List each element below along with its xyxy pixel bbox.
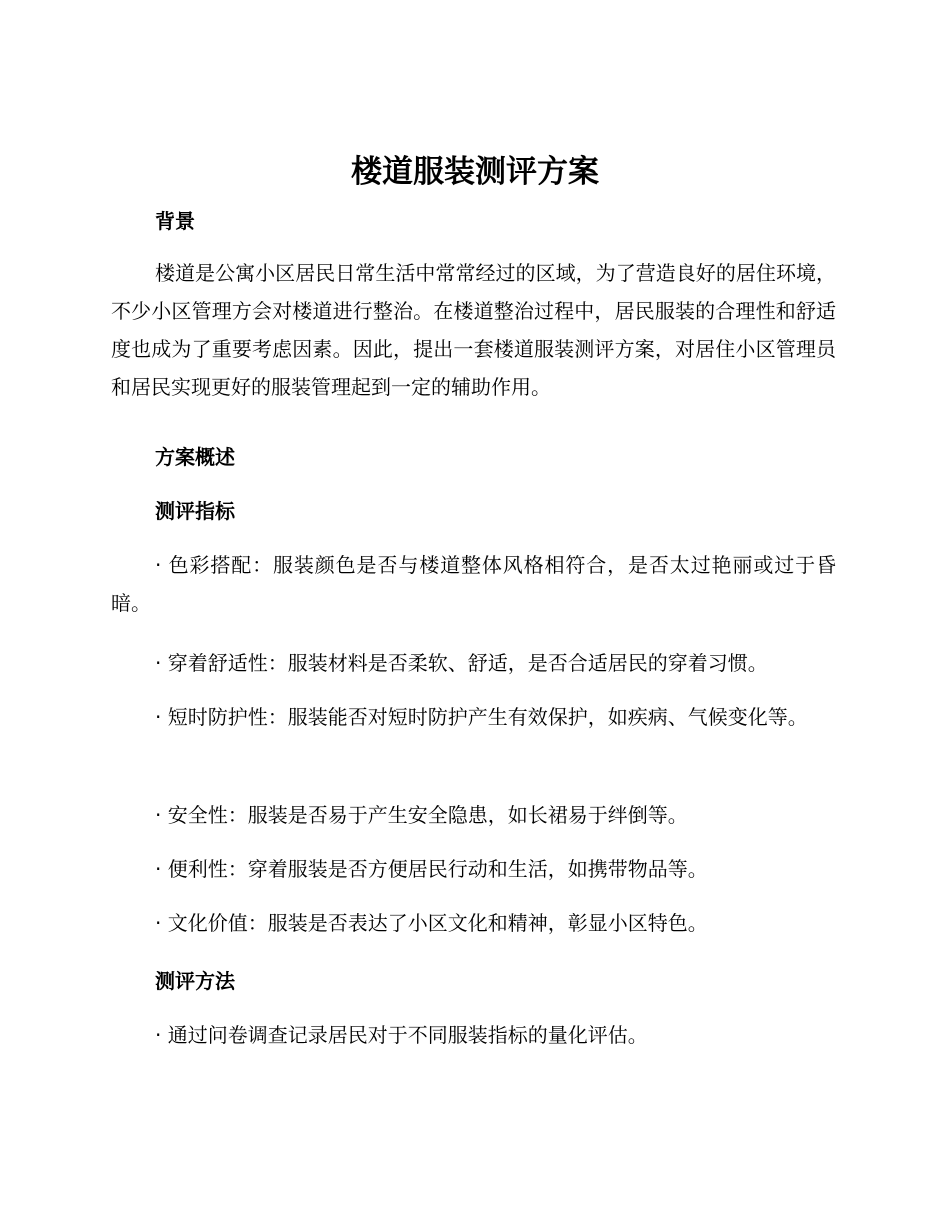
document-title: 楼道服装测评方案 [351, 154, 599, 190]
section-heading-background: 背景 [155, 209, 195, 233]
method-item: · 通过问卷调查记录居民对于不同服装指标的量化评估。 [155, 1023, 648, 1047]
indicator-item: · 文化价值：服装是否表达了小区文化和精神，彰显小区特色。 [155, 911, 708, 935]
section-heading-overview: 方案概述 [155, 445, 235, 469]
indicator-item: · 色彩搭配：服装颜色是否与楼道整体风格相符合，是否太过艳丽或过于昏暗。 [111, 553, 836, 615]
section-heading-methods: 测评方法 [155, 969, 235, 993]
background-paragraph: 楼道是公寓小区居民日常生活中常常经过的区域，为了营造良好的居住环境，不少小区管理方会对楼道进行整治。在楼道整治过程中，居民服装的合理性和舒适度也成为了重要考虑因素。因此，提出一套楼道服装测评方案，对居住小区管理员和居民实现更好的服装管理起到一定的辅助作用。 [111, 261, 836, 399]
indicator-item: · 安全性：服装是否易于产生安全隐患，如长裙易于绊倒等。 [155, 803, 688, 827]
section-heading-indicators: 测评指标 [155, 499, 235, 523]
indicator-item: · 便利性：穿着服装是否方便居民行动和生活，如携带物品等。 [155, 857, 708, 881]
indicator-item: · 短时防护性：服装能否对短时防护产生有效保护，如疾病、气候变化等。 [155, 705, 808, 729]
indicator-item: · 穿着舒适性：服装材料是否柔软、舒适，是否合适居民的穿着习惯。 [155, 651, 768, 675]
